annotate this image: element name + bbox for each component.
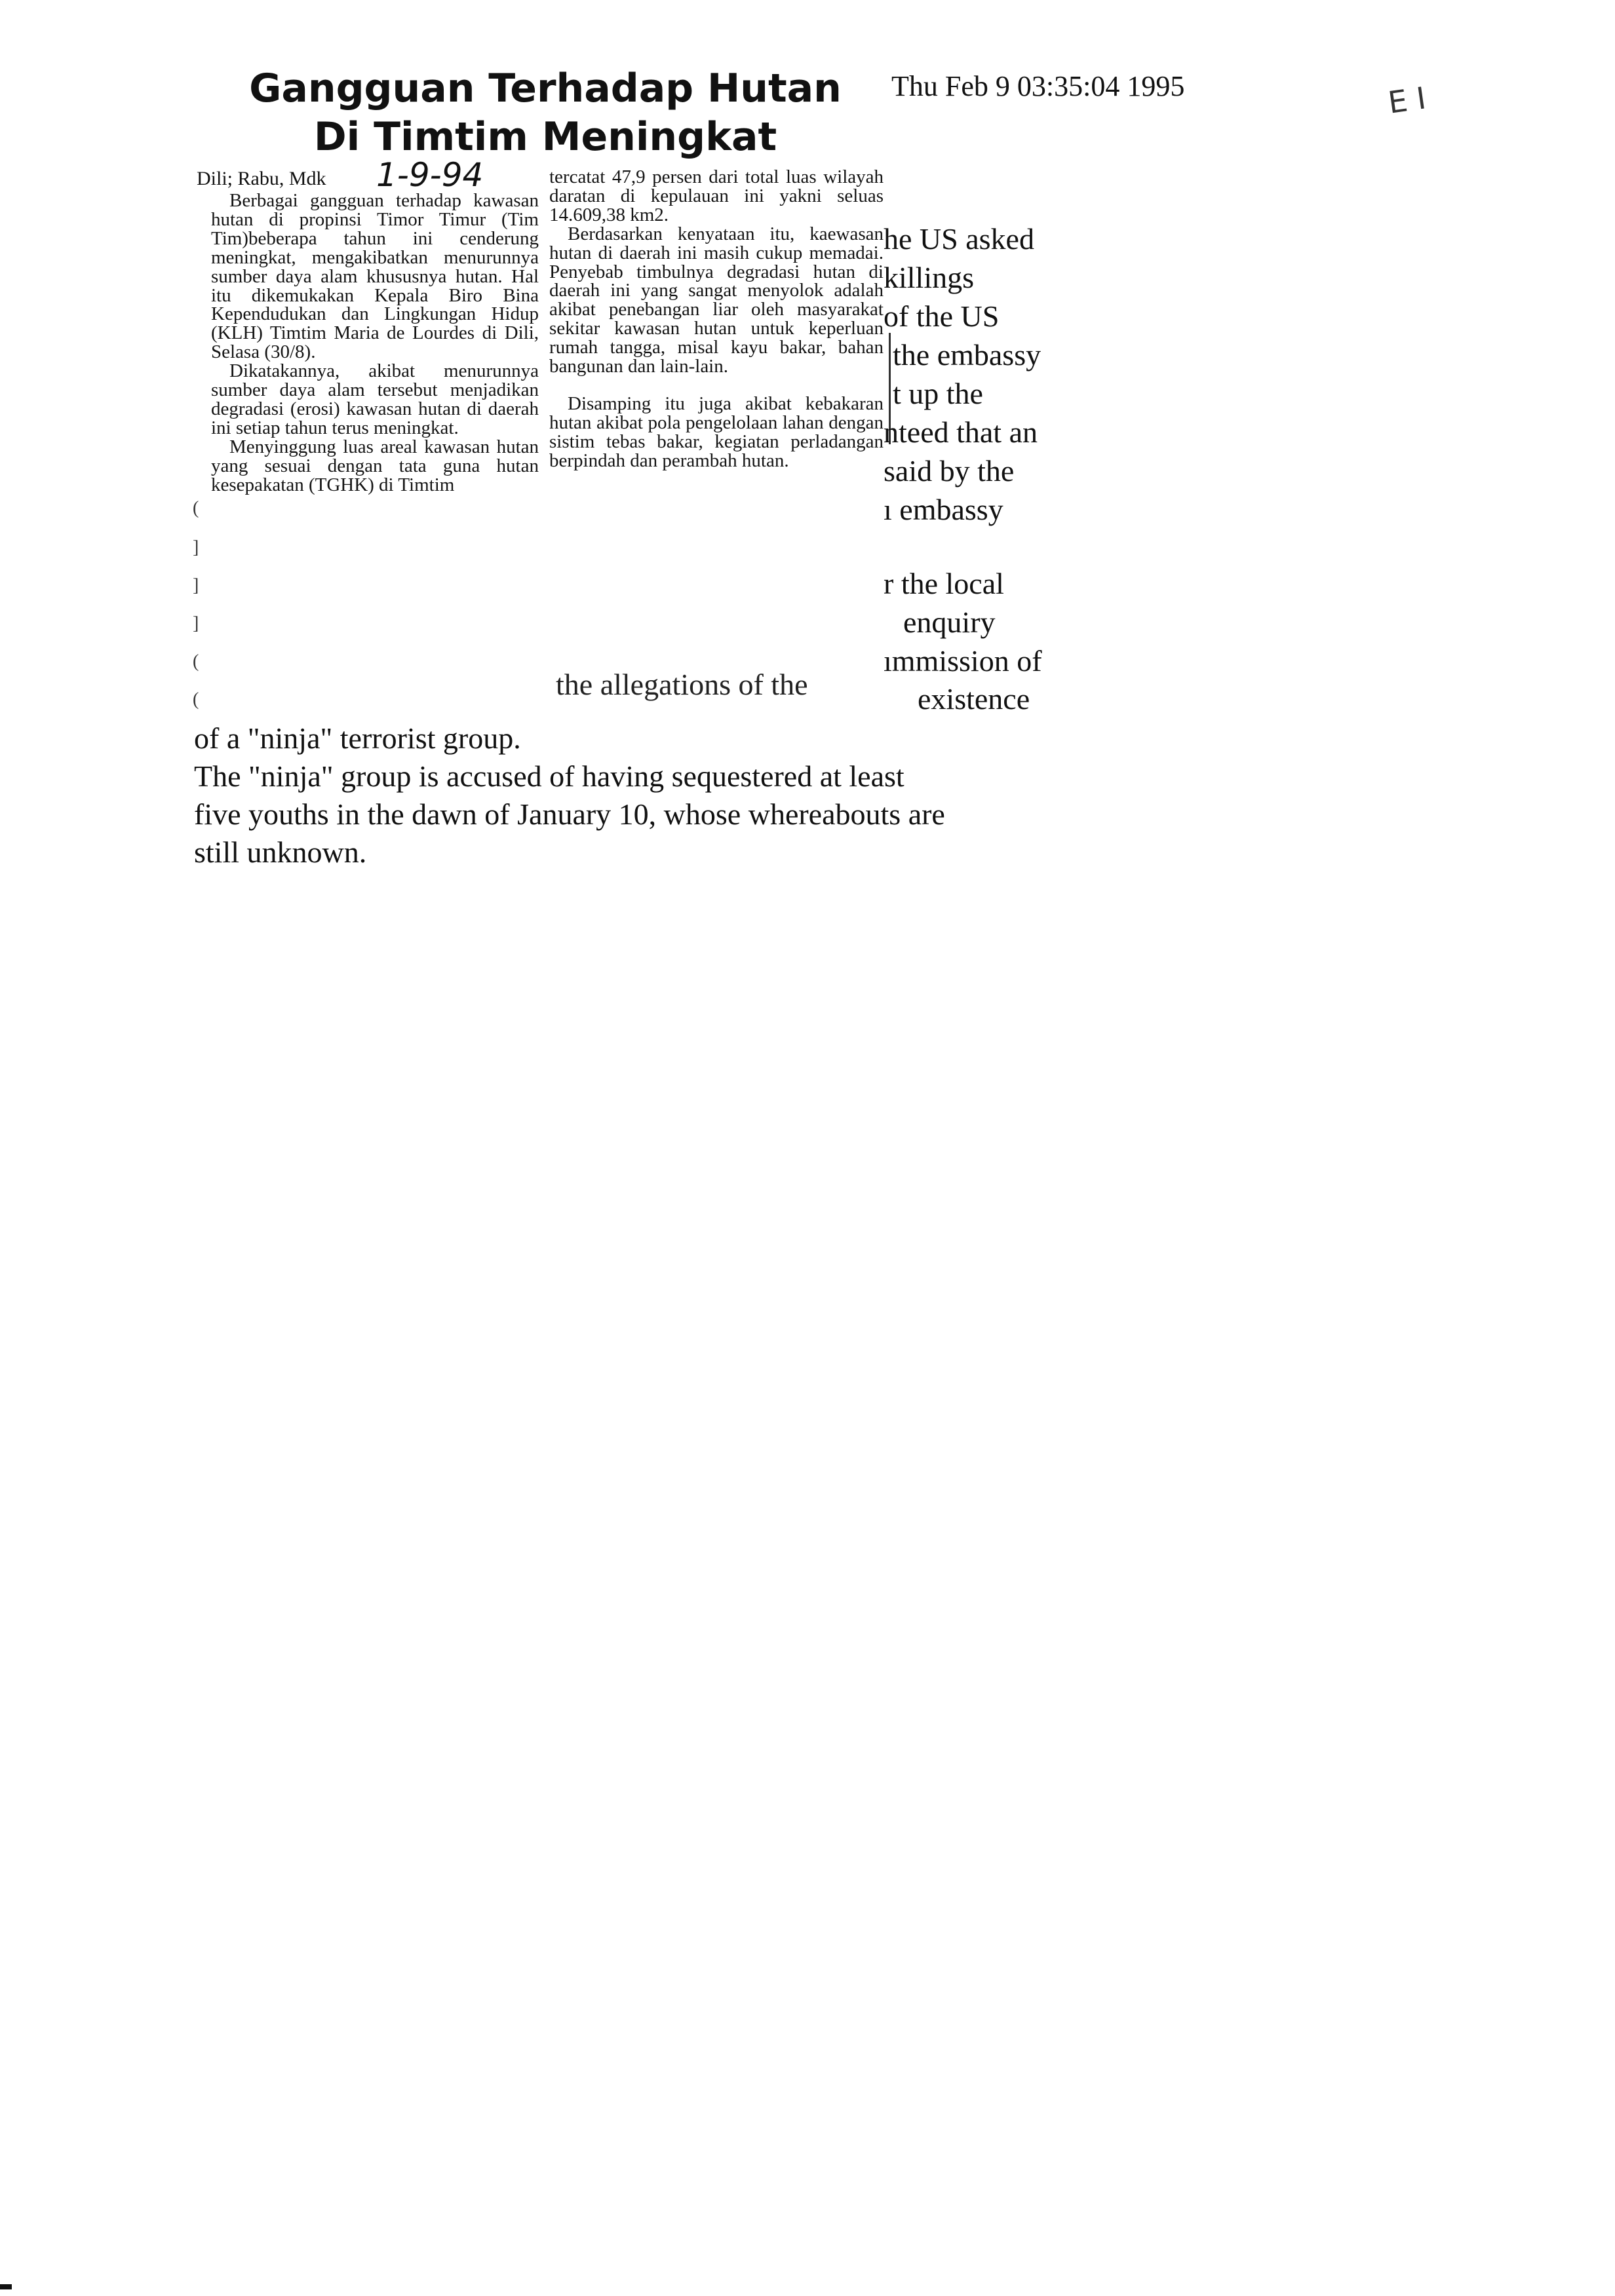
- obscured-text: the allegations of the: [556, 668, 808, 701]
- paragraph: tercatat 47,9 persen dari total luas wilayah daratan di kepulauan ini yakni seluas 14.609,38 km2.: [549, 166, 884, 225]
- headline: Gangguan Terhadap Hutan Di Timtim Meningkat: [249, 66, 842, 160]
- paragraph: Disamping itu juga akibat kebakaran hutan akibat pola pengelolaan lahan dengan sistim tebas bakar, kegiatan perladangan berpindah dan perambah hutan.: [549, 392, 884, 471]
- text-fragment: nteed that an: [884, 415, 1038, 449]
- paragraph: Berbagai gangguan terhadap kawasan hutan di propinsi Timor Timur (Tim Tim)beberapa tahun ini cenderung meningkat, mengakibatkan menurunnya sumber daya alam khususnya hutan. Hal itu dikemukakan Kepala Biro Bina Kependudukan dan Lingkungan Hidup (KLH) Timtim Maria de Lourdes di Dili, Selasa (30/8).: [211, 190, 539, 363]
- paragraph: Dikatakannya, akibat menurunnya sumber daya alam tersebut menjadikan degradasi (erosi) kawasan hutan di daerah ini setiap tahun terus meningkat.: [211, 360, 539, 438]
- text-fragment: r the local: [884, 567, 1004, 600]
- text-fragment: existence: [918, 682, 1030, 716]
- margin-mark: (: [193, 689, 199, 710]
- fax-timestamp: Thu Feb 9 03:35:04 1995: [891, 70, 1185, 102]
- paragraph: Menyinggung luas areal kawasan hutan yang sesuai dengan tata guna hutan kesepakatan (TGHK) di Timtim: [211, 436, 539, 495]
- dateline: Dili; Rabu, Mdk: [197, 168, 326, 189]
- scan-corner-mark: [0, 2284, 12, 2289]
- handwritten-date: 1-9-94: [376, 156, 484, 194]
- margin-mark: ]: [193, 575, 199, 596]
- body-line: of a "ninja" terrorist group.: [194, 721, 521, 755]
- margin-mark: ]: [193, 537, 199, 558]
- handwritten-margin-note: E I: [1386, 80, 1428, 121]
- text-fragment: of the US: [884, 299, 1000, 333]
- body-line: The "ninja" group is accused of having sequestered at least: [194, 759, 905, 793]
- paragraph: Berdasarkan kenyataan itu, kaewasan hutan di daerah ini masih cukup memadai. Penyebab timbulnya degradasi hutan di daerah ini yang sangat menyolok adalah akibat penebangan liar oleh masyarakat sekitar kawasan hutan untuk keperluan rumah tangga, misal kayu bakar, bahan bangunan dan lain-lain.: [549, 223, 884, 377]
- clipping-column-left: [211, 191, 539, 495]
- text-fragment: killings: [884, 261, 975, 294]
- body-line: five youths in the dawn of January 10, whose whereabouts are: [194, 797, 945, 831]
- body-line: still unknown.: [194, 835, 367, 869]
- text-fragment: the embassy: [893, 338, 1041, 372]
- text-fragment: ımmission of: [884, 644, 1042, 678]
- text-fragment: t up the: [893, 377, 983, 410]
- obscured-text-line: [556, 668, 897, 701]
- margin-mark: ]: [193, 613, 199, 634]
- clipping-column-right: [549, 168, 884, 470]
- margin-mark: (: [193, 498, 199, 518]
- text-fragment: ı embassy: [884, 493, 1003, 526]
- margin-mark: (: [193, 651, 199, 672]
- text-fragment: said by the: [884, 454, 1015, 488]
- text-fragment: enquiry: [903, 605, 996, 639]
- text-fragment: he US asked: [884, 222, 1034, 256]
